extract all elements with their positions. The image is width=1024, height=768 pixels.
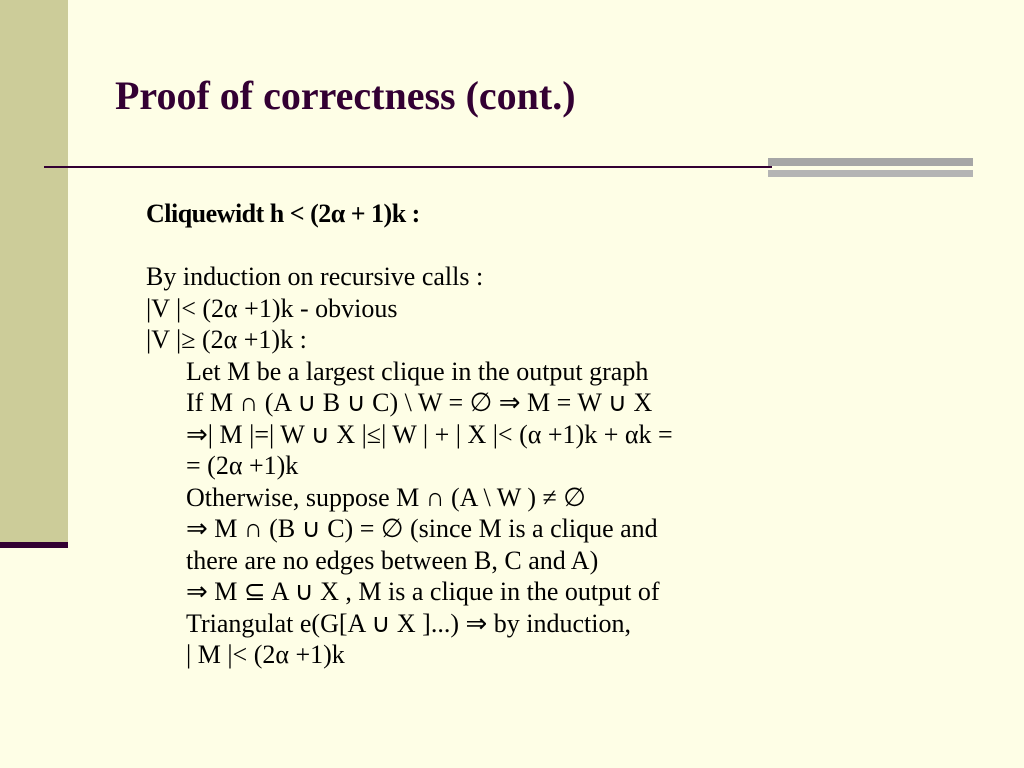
left-decorative-band [0, 0, 68, 548]
proof-line: By induction on recursive calls : [146, 262, 484, 291]
title-divider-bar [768, 158, 973, 178]
proof-line: If M ∩ (A ∪ B ∪ C) \ W = ∅ ⇒ M = W ∪ X [186, 388, 653, 417]
proof-line: Otherwise, suppose M ∩ (A \ W ) ≠ ∅ [186, 482, 586, 512]
divider-bar-light [768, 170, 973, 177]
proof-line: Let M be a largest clique in the output graph [186, 356, 649, 386]
proof-line: ⇒| M |=| W ∪ X |≤| W | + | X |< (α +1)k + αk = [186, 419, 673, 449]
slide-body [146, 198, 1006, 671]
proof-line: ⇒ M ⊆ A ∪ X , M is a clique in the output of [186, 577, 660, 606]
proof-line: = (2α +1)k [186, 451, 299, 480]
proof-line: |V |≥ (2α +1)k : [146, 325, 307, 354]
proof-line: ⇒ M ∩ (B ∪ C) = ∅ (since M is a clique and [186, 514, 658, 543]
blank-line [146, 230, 1006, 262]
title-divider-line [44, 166, 772, 168]
proof-line: | M |< (2α +1)k [186, 640, 345, 669]
divider-bar-dark [768, 158, 973, 166]
slide-title: Proof of correctness (cont.) [115, 73, 576, 118]
proof-heading: Cliquewidt h < (2α + 1)k : [146, 199, 420, 228]
proof-line: |V |< (2α +1)k - obvious [146, 293, 398, 323]
proof-line: there are no edges between B, C and A) [186, 545, 599, 575]
left-band-accent-line [0, 542, 68, 548]
proof-line: Triangulat e(G[A ∪ X ]...) ⇒ by induction, [186, 608, 631, 638]
